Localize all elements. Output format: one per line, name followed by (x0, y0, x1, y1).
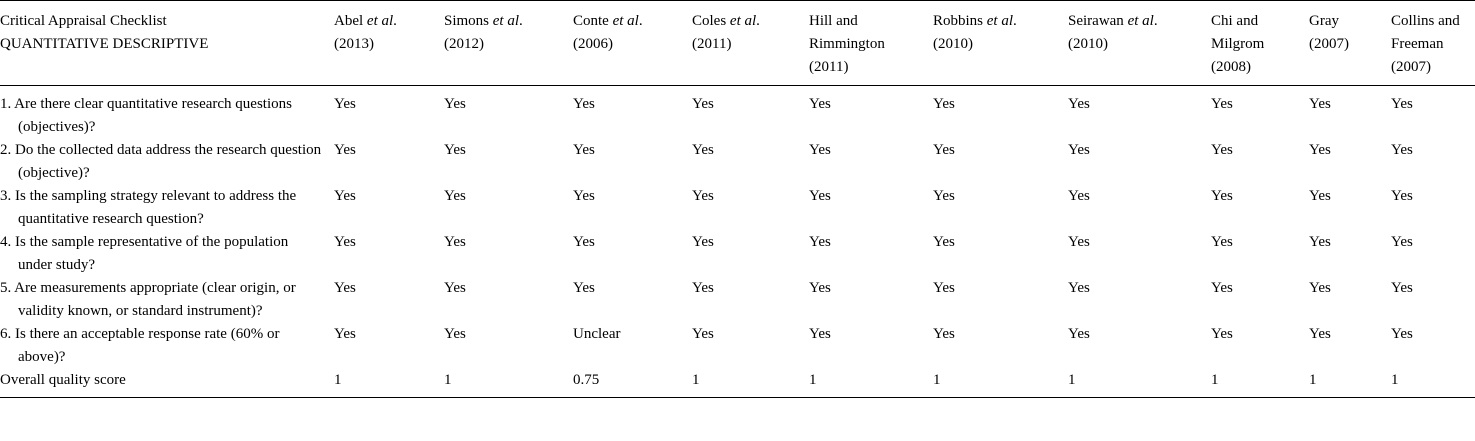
rating-cell: Yes (1309, 188, 1331, 204)
rating-cell: Yes (1391, 96, 1413, 112)
rating-cell: Yes (809, 188, 831, 204)
rating-cell: Yes (444, 96, 466, 112)
rating-cell: Yes (1068, 96, 1090, 112)
study-header: Robbins et al. (2010) (933, 13, 1017, 52)
rating-cell: Yes (809, 142, 831, 158)
rating-cell: Yes (573, 96, 595, 112)
score-cell: 1 (933, 372, 941, 388)
rating-cell: Yes (1309, 280, 1331, 296)
rating-cell: Yes (334, 326, 356, 342)
rating-cell: Yes (334, 188, 356, 204)
score-cell: 1 (1068, 372, 1076, 388)
table-row (0, 185, 1475, 231)
rating-cell: Yes (334, 142, 356, 158)
table-row (0, 323, 1475, 369)
rating-cell: Yes (933, 280, 955, 296)
rating-cell: Yes (573, 280, 595, 296)
rating-cell: Yes (933, 234, 955, 250)
rating-cell: Yes (809, 234, 831, 250)
header-row (0, 1, 1475, 86)
rating-cell: Yes (933, 188, 955, 204)
overall-score-row (0, 369, 1475, 398)
rating-cell: Yes (1211, 234, 1233, 250)
rating-cell: Yes (444, 326, 466, 342)
score-cell: 1 (1391, 372, 1399, 388)
checklist-subtitle: QUANTITATIVE DESCRIPTIVE (0, 36, 209, 52)
table-row (0, 231, 1475, 277)
rating-cell: Yes (444, 280, 466, 296)
rating-cell: Yes (1211, 96, 1233, 112)
rating-cell: Yes (1068, 188, 1090, 204)
rating-cell: Yes (692, 280, 714, 296)
rating-cell: Yes (1391, 188, 1413, 204)
study-header: Conte et al. (2006) (573, 13, 643, 52)
rating-cell: Yes (1211, 188, 1233, 204)
study-header: Abel et al. (2013) (334, 13, 397, 52)
rating-cell: Yes (1309, 96, 1331, 112)
rating-cell: Yes (1391, 234, 1413, 250)
rating-cell: Yes (1309, 234, 1331, 250)
rating-cell: Yes (1068, 326, 1090, 342)
rating-cell: Yes (809, 280, 831, 296)
rating-cell: Yes (933, 96, 955, 112)
study-header: Gray (2007) (1309, 13, 1349, 52)
table-row (0, 139, 1475, 185)
rating-cell: Yes (444, 188, 466, 204)
rating-cell: Yes (334, 234, 356, 250)
table-row (0, 86, 1475, 140)
rating-cell: Yes (573, 234, 595, 250)
score-cell: 1 (809, 372, 817, 388)
rating-cell: Yes (1391, 142, 1413, 158)
rating-cell: Yes (809, 326, 831, 342)
rating-cell: Yes (809, 96, 831, 112)
question-cell: 6. Is there an acceptable response rate (60% or above)? (0, 326, 280, 365)
rating-cell: Yes (1391, 326, 1413, 342)
study-header: Chi and Milgrom (2008) (1211, 13, 1265, 75)
overall-score-label: Overall quality score (0, 372, 126, 388)
rating-cell: Yes (1391, 280, 1413, 296)
rating-cell: Unclear (573, 326, 621, 342)
rating-cell: Yes (692, 234, 714, 250)
rating-cell: Yes (692, 96, 714, 112)
rating-cell: Yes (334, 280, 356, 296)
rating-cell: Yes (692, 326, 714, 342)
question-cell: 3. Is the sampling strategy relevant to address the quantitative research question? (0, 188, 297, 227)
rating-cell: Yes (692, 142, 714, 158)
question-cell: 4. Is the sample representative of the population under study? (0, 234, 289, 273)
score-cell: 0.75 (573, 372, 600, 388)
rating-cell: Yes (1211, 142, 1233, 158)
rating-cell: Yes (692, 188, 714, 204)
table-body (0, 86, 1475, 398)
table-row (0, 277, 1475, 323)
score-cell: 1 (1309, 372, 1317, 388)
question-cell: 2. Do the collected data address the research question (objective)? (0, 142, 322, 181)
rating-cell: Yes (1068, 234, 1090, 250)
score-cell: 1 (334, 372, 342, 388)
table-header (0, 1, 1475, 86)
rating-cell: Yes (573, 142, 595, 158)
score-cell: 1 (692, 372, 700, 388)
question-cell: 5. Are measurements appropriate (clear origin, or validity known, or standard instrument)? (0, 280, 296, 319)
checklist-title: Critical Appraisal Checklist (0, 13, 167, 29)
rating-cell: Yes (1309, 142, 1331, 158)
rating-cell: Yes (573, 188, 595, 204)
score-cell: 1 (444, 372, 452, 388)
rating-cell: Yes (1309, 326, 1331, 342)
rating-cell: Yes (444, 234, 466, 250)
rating-cell: Yes (444, 142, 466, 158)
study-header: Collins and Freeman (2007) (1391, 13, 1460, 75)
study-header: Hill and Rimmington (2011) (809, 13, 885, 75)
study-header: Seirawan et al. (2010) (1068, 13, 1158, 52)
rating-cell: Yes (933, 326, 955, 342)
question-cell: 1. Are there clear quantitative research questions (objectives)? (0, 96, 292, 135)
study-header: Coles et al. (2011) (692, 13, 760, 52)
rating-cell: Yes (1211, 326, 1233, 342)
checklist-header (0, 1, 334, 86)
score-cell: 1 (1211, 372, 1219, 388)
rating-cell: Yes (1068, 280, 1090, 296)
rating-cell: Yes (1068, 142, 1090, 158)
rating-cell: Yes (334, 96, 356, 112)
rating-cell: Yes (933, 142, 955, 158)
rating-cell: Yes (1211, 280, 1233, 296)
study-header: Simons et al. (2012) (444, 13, 523, 52)
